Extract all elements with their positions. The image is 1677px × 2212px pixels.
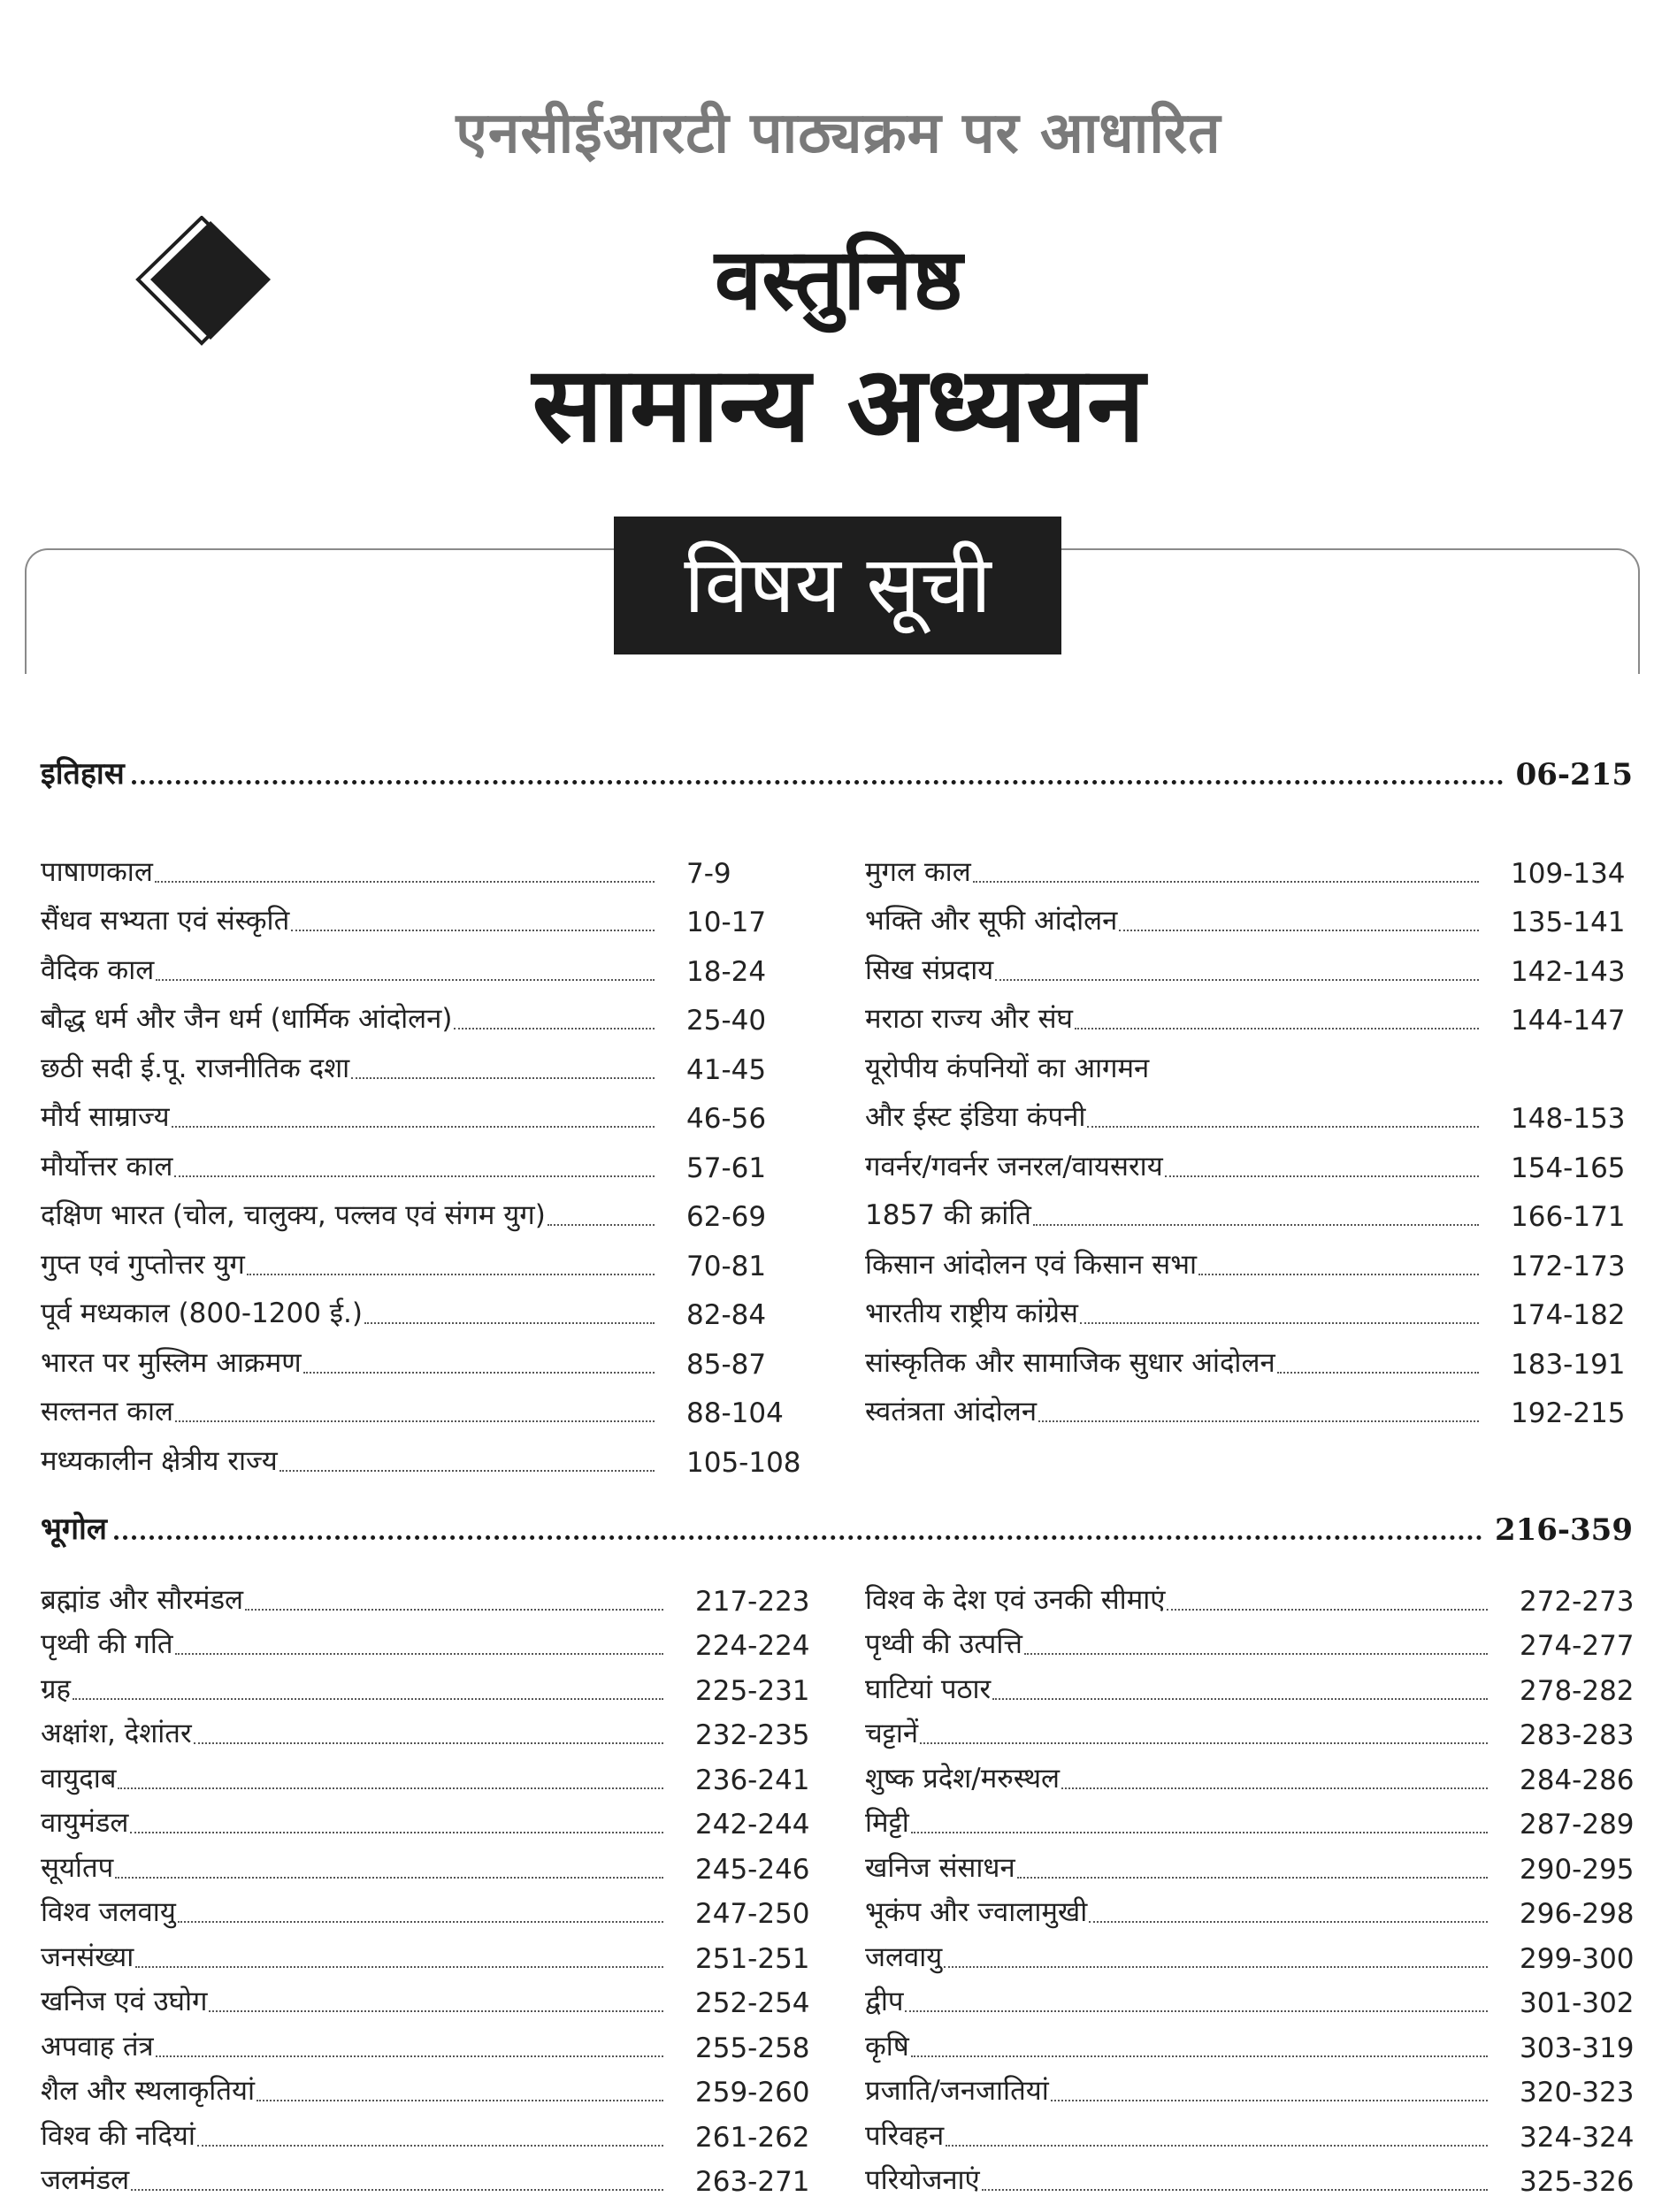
toc-entry-pages: 25-40	[686, 1005, 767, 1037]
toc-entry-title: गवर्नर/गवर्नर जनरल/वायसराय	[865, 1150, 1163, 1183]
toc-entry-leader	[1089, 1921, 1488, 1923]
toc-entry-title: बौद्ध धर्म और जैन धर्म (धार्मिक आंदोलन)	[41, 1003, 453, 1035]
toc-entry-leader	[209, 2010, 663, 2012]
toc-entry-pages: 62-69	[686, 1201, 767, 1233]
toc-entry-leader	[174, 1175, 655, 1177]
toc-entry-title: पृथ्वी की उत्पत्ति	[865, 1628, 1022, 1660]
toc-entry-title: अपवाह तंत्र	[41, 2030, 154, 2063]
geography-right-column	[865, 1573, 1643, 2198]
toc-entry[interactable]	[41, 1975, 819, 2020]
toc-entry-leader	[1017, 1877, 1488, 1879]
toc-entry-title: प्रजाति/जनजातियां	[865, 2075, 1049, 2107]
toc-entry-title: दक्षिण भारत (चोल, चालुक्य, पल्लव एवं संगम युग)	[41, 1199, 546, 1231]
toc-entry-leader	[175, 1420, 655, 1422]
toc-entry-leader	[1038, 1420, 1479, 1422]
toc-entry-title: वायुदाब	[41, 1762, 117, 1795]
toc-entry[interactable]	[41, 1618, 819, 1663]
toc-entry[interactable]	[41, 1135, 810, 1184]
tagline: एनसीईआरटी पाठ्यक्रम पर आधारित	[456, 101, 1221, 166]
toc-entry-pages: 70-81	[686, 1250, 767, 1282]
toc-entry[interactable]	[865, 1381, 1635, 1430]
toc-entry-pages: 18-24	[686, 955, 767, 988]
toc-entry-pages: 236-241	[695, 1764, 810, 1796]
toc-entry[interactable]	[41, 1707, 819, 1752]
toc-entry[interactable]	[41, 1381, 810, 1430]
toc-entry[interactable]	[865, 1886, 1643, 1931]
toc-entry-leader	[1051, 2100, 1488, 2101]
toc-entry[interactable]	[41, 1037, 810, 1086]
toc-entry-title: सैंधव सभ्यता एवं संस्कृति	[41, 905, 290, 937]
toc-entry[interactable]	[865, 1662, 1643, 1707]
toc-entry-pages: 287-289	[1520, 1809, 1635, 1841]
toc-entry[interactable]	[865, 1282, 1635, 1332]
toc-entry-leader	[911, 1832, 1488, 1833]
toc-entry[interactable]	[865, 2019, 1643, 2064]
toc-entry-pages: 245-246	[695, 1853, 810, 1886]
toc-entry-title: मराठा राज्य और संघ	[865, 1003, 1073, 1035]
toc-entry[interactable]	[41, 1662, 819, 1707]
toc-entry-pages: 261-262	[695, 2121, 810, 2154]
toc-entry-title: ब्रह्मांड और सौरमंडल	[41, 1583, 244, 1616]
toc-entry[interactable]	[865, 1618, 1643, 1663]
toc-entry[interactable]	[41, 1086, 810, 1136]
toc-entry[interactable]	[865, 1573, 1643, 1618]
toc-entry-pages: 46-56	[686, 1103, 767, 1135]
toc-entry-leader	[911, 2055, 1488, 2057]
toc-entry[interactable]	[41, 1573, 819, 1618]
toc-entry[interactable]	[865, 1751, 1643, 1796]
toc-entry-leader	[172, 1126, 655, 1128]
toc-entry[interactable]	[865, 1037, 1635, 1086]
toc-entry-pages: 192-215	[1511, 1397, 1626, 1429]
toc-entry-title: भक्ति और सूफी आंदोलन	[865, 905, 1118, 937]
toc-entry-leader	[1061, 1787, 1488, 1789]
toc-entry-leader	[364, 1322, 655, 1324]
toc-entry[interactable]	[865, 2154, 1643, 2199]
toc-entry-title: खनिज संसाधन	[865, 1851, 1015, 1884]
toc-entry-pages: 135-141	[1511, 907, 1626, 938]
toc-entry-leader	[130, 1832, 663, 1833]
toc-entry-title: गुप्त एवं गुप्तोत्तर युग	[41, 1248, 245, 1281]
toc-entry[interactable]	[41, 938, 810, 988]
section-title: इतिहास	[41, 756, 125, 792]
toc-entry-pages: 217-223	[695, 1585, 810, 1618]
toc-entry[interactable]	[865, 1975, 1643, 2020]
toc-entry-leader	[118, 1787, 663, 1789]
toc-entry-pages: 278-282	[1520, 1674, 1635, 1707]
history-right-column	[865, 840, 1635, 1429]
toc-entry-title: मौर्य साम्राज्य	[41, 1101, 170, 1133]
toc-entry-pages: 10-17	[686, 907, 767, 938]
toc-entry-leader	[245, 1609, 663, 1611]
section-leader	[132, 780, 1504, 785]
toc-entry[interactable]	[865, 2064, 1643, 2109]
toc-entry-title: घाटियां पठार	[865, 1672, 992, 1705]
toc-entry-leader	[905, 2010, 1488, 2012]
toc-entry-pages: 232-235	[695, 1719, 810, 1751]
toc-entry[interactable]	[865, 988, 1635, 1037]
toc-entry-pages: 172-173	[1511, 1250, 1626, 1282]
toc-entry[interactable]	[41, 1429, 810, 1479]
title-line-2: सामान्य अध्ययन	[532, 343, 1145, 465]
toc-entry-pages: 109-134	[1511, 857, 1626, 890]
toc-entry-title: चट्टानें	[865, 1718, 919, 1749]
section-title: भूगोल	[41, 1512, 107, 1547]
toc-entry[interactable]	[865, 2109, 1643, 2154]
toc-entry-title: पूर्व मध्यकाल (800-1200 ई.)	[41, 1297, 363, 1329]
toc-entry-leader	[995, 979, 1479, 981]
toc-entry[interactable]	[41, 2019, 819, 2064]
toc-entry-pages: 299-300	[1520, 1942, 1635, 1975]
toc-entry-pages: 224-224	[695, 1630, 810, 1662]
title-line-1: वस्तुनिष्ठ	[714, 230, 963, 329]
toc-entry-leader	[197, 2145, 663, 2147]
toc-entry[interactable]	[865, 1331, 1635, 1381]
toc-entry-pages: 320-323	[1520, 2077, 1635, 2109]
toc-entry[interactable]	[41, 2154, 819, 2199]
toc-entry-pages: 263-271	[695, 2166, 810, 2198]
toc-entry-pages: 105-108	[686, 1446, 801, 1479]
toc-entry-title: पाषाणकाल	[41, 855, 153, 888]
toc-entry-pages: 255-258	[695, 2032, 810, 2064]
toc-entry-leader	[131, 2189, 663, 2191]
toc-entry-leader	[303, 1372, 655, 1374]
toc-entry-leader	[351, 1077, 655, 1079]
toc-entry-pages: 88-104	[686, 1397, 784, 1429]
toc-entry-pages: 82-84	[686, 1299, 767, 1331]
toc-entry-pages: 259-260	[695, 2077, 810, 2109]
toc-entry-title: वैदिक काल	[41, 953, 155, 986]
toc-entry-pages: 57-61	[686, 1152, 767, 1184]
toc-entry-leader	[920, 1742, 1488, 1744]
toc-entry-title: विश्व की नदियां	[41, 2119, 195, 2152]
toc-entry-title: विश्व के देश एवं उनकी सीमाएं	[865, 1583, 1166, 1616]
section-header-history[interactable]	[41, 748, 1633, 792]
toc-entry[interactable]	[865, 1233, 1635, 1282]
toc-entry-title: 1857 की क्रांति	[865, 1199, 1031, 1231]
toc-entry[interactable]	[865, 1184, 1635, 1234]
toc-entry-pages: 283-283	[1520, 1719, 1635, 1751]
toc-entry[interactable]	[865, 938, 1635, 988]
toc-entry-leader	[1277, 1372, 1479, 1374]
toc-entry[interactable]	[41, 1233, 810, 1282]
toc-entry-title: सल्तनत काल	[41, 1396, 174, 1427]
toc-entry-pages: 325-326	[1520, 2166, 1635, 2198]
geography-left-column	[41, 1573, 819, 2198]
toc-entry-pages: 242-244	[695, 1809, 810, 1841]
toc-entry[interactable]	[865, 1796, 1643, 1841]
toc-entry-title: मध्यकालीन क्षेत्रीय राज्य	[41, 1444, 278, 1477]
toc-entry-pages: 303-319	[1520, 2032, 1635, 2064]
toc-entry-title: शैल और स्थलाकृतियां	[41, 2075, 256, 2107]
history-left-column	[41, 840, 810, 1479]
toc-entry-title: यूरोपीय कंपनियों का आगमन	[865, 1052, 1150, 1084]
toc-entry-leader	[155, 881, 655, 883]
toc-entry-pages: 272-273	[1520, 1585, 1635, 1618]
toc-entry-title: शुष्क प्रदेश/मरुस्थल	[865, 1762, 1061, 1795]
toc-entry-pages: 225-231	[695, 1674, 810, 1707]
toc-entry-title: परिवहन	[865, 2119, 945, 2152]
toc-entry-leader	[280, 1470, 655, 1472]
toc-entry-pages: 251-251	[695, 1942, 810, 1975]
toc-entry[interactable]	[41, 2109, 819, 2154]
toc-entry-leader	[73, 1698, 663, 1700]
toc-entry[interactable]	[865, 1930, 1643, 1975]
toc-entry-title: वायुमंडल	[41, 1807, 129, 1839]
toc-entry[interactable]	[865, 890, 1635, 939]
toc-entry-title: द्वीप	[865, 1986, 904, 2017]
toc-entry-title: कृषि	[865, 2030, 909, 2063]
toc-entry[interactable]	[41, 1282, 810, 1332]
toc-entry-pages: 290-295	[1520, 1853, 1635, 1886]
toc-entry-title: भारतीय राष्ट्रीय कांग्रेस	[865, 1297, 1078, 1329]
toc-entry[interactable]	[41, 1184, 810, 1234]
section-leader	[114, 1535, 1482, 1540]
toc-entry[interactable]	[41, 1841, 819, 1886]
toc-entry-pages: 301-302	[1520, 1987, 1635, 2019]
toc-entry-title: छठी सदी ई.पू. राजनीतिक दशा	[41, 1052, 350, 1084]
toc-entry-title: जनसंख्या	[41, 1940, 134, 1973]
toc-entry[interactable]	[865, 1707, 1643, 1752]
toc-entry-title: भारत पर मुस्लिम आक्रमण	[41, 1346, 302, 1379]
toc-entry-title: स्वतंत्रता आंदोलन	[865, 1396, 1038, 1427]
toc-entry-pages: 142-143	[1511, 955, 1626, 988]
toc-entry[interactable]	[41, 2064, 819, 2109]
toc-entry-leader	[115, 1877, 663, 1879]
toc-entry[interactable]	[865, 840, 1635, 890]
toc-entry-leader	[1080, 1322, 1479, 1324]
toc-entry-title: जलमंडल	[41, 2164, 130, 2196]
toc-entry-title: पृथ्वी की गति	[41, 1628, 173, 1660]
toc-entry-pages: 252-254	[695, 1987, 810, 2019]
toc-entry-leader	[1024, 1653, 1488, 1655]
toc-entry-leader	[247, 1274, 655, 1275]
toc-entry-leader	[291, 930, 655, 931]
toc-entry[interactable]	[41, 890, 810, 939]
toc-entry-title: सूर्यातप	[41, 1851, 114, 1884]
toc-entry-pages: 174-182	[1511, 1299, 1626, 1331]
toc-entry-leader	[175, 1653, 663, 1655]
toc-entry-leader	[944, 1966, 1488, 1968]
toc-entry-leader	[1075, 1028, 1479, 1029]
section-pages: 06-215	[1515, 757, 1633, 792]
toc-entry-leader	[982, 2189, 1488, 2191]
toc-entry-pages: 154-165	[1511, 1152, 1626, 1184]
toc-entry-pages: 41-45	[686, 1053, 767, 1086]
toc-entry-title: विश्व जलवायु	[41, 1896, 176, 1928]
toc-entry[interactable]	[41, 1751, 819, 1796]
toc-entry[interactable]	[41, 1886, 819, 1931]
section-header-geography[interactable]	[41, 1504, 1633, 1548]
toc-entry-title: और ईस्ट इंडिया कंपनी	[865, 1101, 1086, 1133]
toc-entry[interactable]	[41, 988, 810, 1037]
section-pages: 216-359	[1494, 1512, 1633, 1548]
toc-entry-leader	[973, 881, 1479, 883]
toc-entry-pages: 85-87	[686, 1348, 767, 1381]
toc-entry-pages: 296-298	[1520, 1898, 1635, 1930]
toc-label: विषय सूची	[614, 517, 1061, 654]
toc-entry-title: भूकंप और ज्वालामुखी	[865, 1896, 1088, 1928]
toc-entry-leader	[156, 979, 655, 981]
toc-entry-leader	[194, 1742, 663, 1744]
toc-entry[interactable]	[41, 840, 810, 890]
toc-entry-pages: 144-147	[1511, 1005, 1626, 1037]
toc-entry-leader	[1167, 1609, 1488, 1611]
toc-entry-leader	[1087, 1126, 1479, 1128]
toc-entry-title: जलवायु	[865, 1940, 943, 1973]
toc-entry-leader	[178, 1921, 663, 1923]
toc-entry-leader	[1119, 930, 1479, 931]
toc-entry-leader	[946, 2145, 1488, 2147]
toc-entry[interactable]	[41, 1930, 819, 1975]
toc-entry-title: अक्षांश, देशांतर	[41, 1718, 192, 1749]
toc-entry-title: मुगल काल	[865, 855, 971, 888]
toc-entry-pages: 183-191	[1511, 1348, 1626, 1381]
toc-entry-title: ग्रह	[41, 1672, 71, 1705]
toc-entry-leader	[135, 1966, 663, 1968]
toc-entry-pages: 247-250	[695, 1898, 810, 1930]
toc-entry[interactable]	[41, 1331, 810, 1381]
toc-entry-leader	[992, 1698, 1488, 1700]
toc-entry-title: मौर्योत्तर काल	[41, 1150, 173, 1183]
toc-entry-title: सांस्कृतिक और सामाजिक सुधार आंदोलन	[865, 1346, 1275, 1379]
toc-entry-leader	[1165, 1175, 1479, 1177]
toc-entry-pages: 274-277	[1520, 1630, 1635, 1662]
toc-entry-title: किसान आंदोलन एवं किसान सभा	[865, 1248, 1198, 1281]
toc-entry[interactable]	[865, 1086, 1635, 1136]
toc-entry-leader	[1198, 1274, 1479, 1275]
toc-entry-leader	[257, 2100, 663, 2101]
toc-entry-pages: 7-9	[686, 857, 731, 890]
toc-entry-pages: 148-153	[1511, 1103, 1626, 1135]
toc-entry-leader	[454, 1028, 655, 1029]
toc-entry-pages: 166-171	[1511, 1201, 1626, 1233]
toc-entry[interactable]	[865, 1135, 1635, 1184]
toc-entry-leader	[548, 1224, 655, 1226]
toc-entry-pages: 284-286	[1520, 1764, 1635, 1796]
toc-entry-leader	[156, 2055, 663, 2057]
toc-entry[interactable]	[865, 1841, 1643, 1886]
toc-entry-title: सिख संप्रदाय	[865, 953, 994, 986]
toc-entry[interactable]	[41, 1796, 819, 1841]
toc-entry-leader	[1033, 1224, 1479, 1226]
toc-entry-title: परियोजनाएं	[865, 2164, 980, 2196]
toc-entry-pages: 324-324	[1520, 2121, 1635, 2154]
toc-entry-title: खनिज एवं उघोग	[41, 1986, 208, 2017]
toc-entry-title: मिट्टी	[865, 1807, 909, 1839]
